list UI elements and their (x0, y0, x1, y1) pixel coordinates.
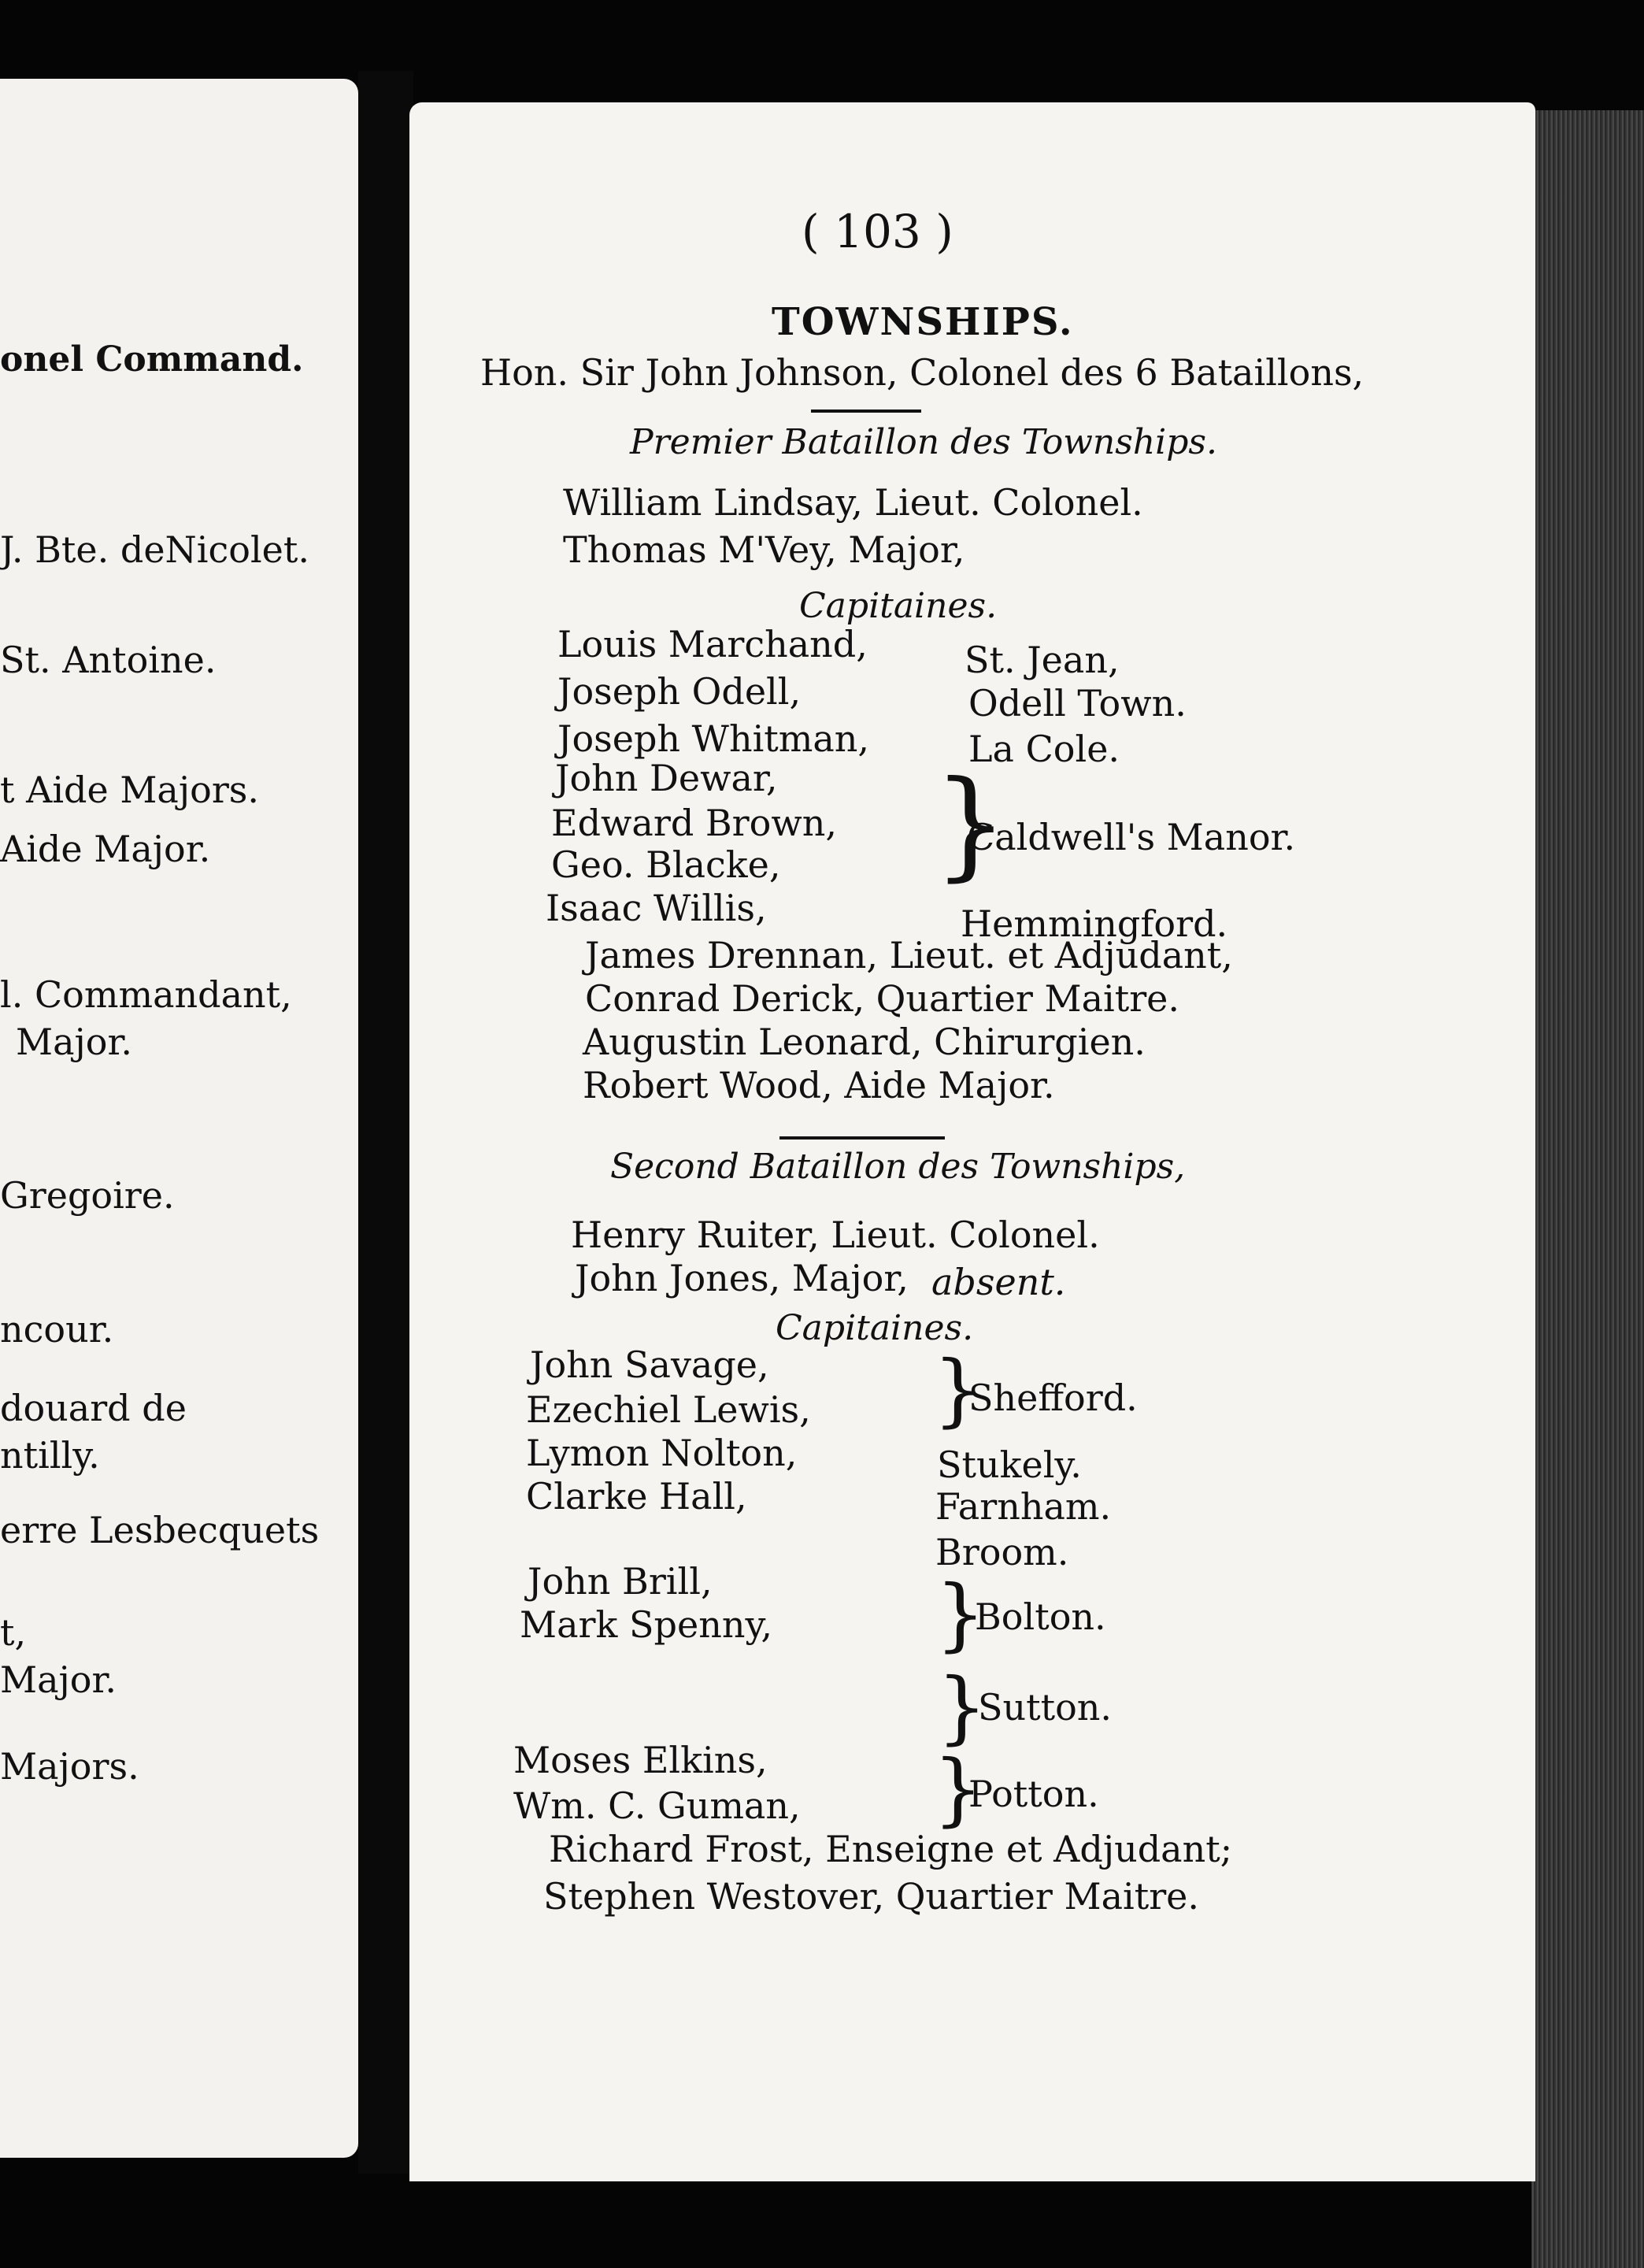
left-line: St. Antoine. (0, 639, 217, 681)
page-edges (1531, 110, 1644, 2268)
battalion-title: Second Bataillon des Townships, (610, 1147, 1186, 1187)
section-title: TOWNSHIPS. (772, 300, 1074, 344)
left-line: t, (0, 1611, 27, 1654)
divider (779, 1136, 945, 1140)
absent-note: absent. (931, 1261, 1066, 1303)
battalion-title: Premier Bataillon des Townships. (630, 422, 1217, 462)
staff-line: Robert Wood, Aide Major. (583, 1064, 1055, 1106)
left-line: t Aide Majors. (0, 769, 260, 811)
curly-brace: } (933, 1343, 983, 1436)
left-line: Majors. (0, 1745, 139, 1788)
captain-place: Odell Town. (968, 682, 1187, 724)
captain-name: Joseph Odell, (557, 670, 802, 713)
left-line: Major. (0, 1658, 117, 1701)
captain-place: Broom. (935, 1531, 1069, 1573)
captain-name: Louis Marchand, (557, 623, 868, 665)
curly-brace: } (937, 1661, 987, 1753)
captain-name: Ezechiel Lewis, (526, 1388, 811, 1431)
staff-line: Richard Frost, Enseigne et Adjudant; (549, 1828, 1233, 1870)
left-line: J. Bte. deNicolet. (0, 528, 309, 571)
captain-place: Sutton. (978, 1686, 1113, 1729)
group-place: Caldwell's Manor. (967, 816, 1296, 858)
captain-name: John Savage, (530, 1343, 769, 1386)
captain-name: Joseph Whitman, (557, 717, 870, 760)
staff-line: Stephen Westover, Quartier Maitre. (543, 1875, 1200, 1918)
captain-name: Clarke Hall, (526, 1475, 747, 1518)
curly-brace: } (933, 1743, 983, 1835)
left-line: Aide Major. (0, 828, 211, 870)
left-line: l. Commandant, (0, 973, 292, 1016)
captain-place: Stukely. (937, 1443, 1082, 1486)
captain-name: Mark Spenny, (520, 1603, 772, 1646)
captain-place: Bolton. (975, 1595, 1106, 1638)
left-line: ncour. (0, 1308, 114, 1351)
captain-name: John Dewar, (555, 757, 778, 799)
left-line: Major. (16, 1021, 133, 1063)
captain-name: Edward Brown, (551, 802, 837, 844)
left-facing-page (0, 79, 358, 2158)
captain-name: Lymon Nolton, (526, 1432, 798, 1474)
staff-line: Augustin Leonard, Chirurgien. (583, 1021, 1146, 1063)
captain-place: Hemmingford. (961, 902, 1228, 945)
curly-brace: } (935, 1568, 986, 1660)
captain-name: Wm. C. Guman, (513, 1784, 801, 1827)
book-gutter (358, 71, 413, 2174)
captain-place: La Cole. (968, 728, 1120, 770)
officer-line: William Lindsay, Lieut. Colonel. (563, 481, 1143, 524)
left-line: onel Command. (0, 339, 304, 380)
captains-heading: Capitaines. (799, 586, 998, 626)
curly-brace: } (933, 756, 1009, 893)
captain-place: St. Jean, (965, 639, 1120, 681)
page-number: ( 103 ) (802, 205, 953, 258)
officer-line: John Jones, Major, (575, 1257, 909, 1299)
officer-line: Henry Ruiter, Lieut. Colonel. (571, 1214, 1100, 1256)
left-line: ntilly. (0, 1434, 100, 1477)
colonel-line: Hon. Sir John Johnson, Colonel des 6 Bataillons, (480, 351, 1364, 394)
left-line: Gregoire. (0, 1174, 175, 1217)
captain-place: Potton. (968, 1773, 1099, 1815)
left-line: douard de (0, 1387, 187, 1429)
captain-name: Moses Elkins, (513, 1739, 768, 1781)
captain-place: Farnham. (935, 1485, 1112, 1528)
captain-name: Geo. Blacke, (551, 843, 781, 886)
staff-line: Conrad Derick, Quartier Maitre. (585, 977, 1180, 1020)
staff-line: James Drennan, Lieut. et Adjudant, (585, 934, 1233, 976)
captains-heading: Capitaines. (776, 1308, 974, 1348)
captain-name: John Brill, (528, 1560, 713, 1603)
officer-line: Thomas M'Vey, Major, (563, 528, 965, 571)
captain-place: Shefford. (968, 1377, 1138, 1419)
divider (811, 410, 921, 413)
left-line: erre Lesbecquets (0, 1509, 320, 1551)
captain-name: Isaac Willis, (546, 887, 767, 929)
